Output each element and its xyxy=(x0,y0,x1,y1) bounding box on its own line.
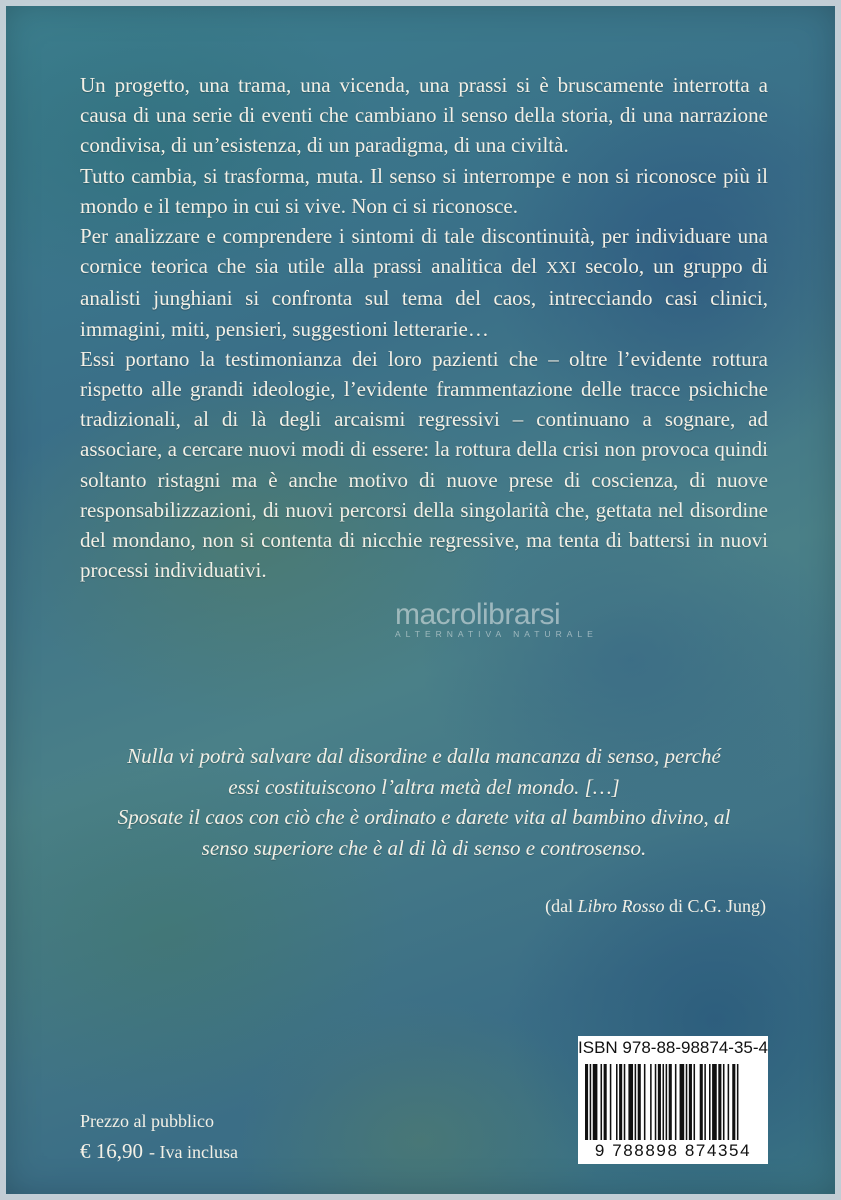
watermark-tagline: ALTERNATIVA NATURALE xyxy=(395,629,598,639)
watermark-logo: macrolibrarsi xyxy=(395,598,561,631)
blurb-paragraph-2: Tutto cambia, si trasforma, muta. Il senso si interrompe e non si riconosce più il mondo e il tempo in cui si vive. Non ci si riconosce. xyxy=(80,163,768,218)
barcode-bar xyxy=(666,1064,668,1140)
barcode-bar xyxy=(601,1064,603,1140)
blurb-paragraph-3-start: Per analizzare e comprendere i sintomi di tale discontinuità, per individuare una cornice teorica che sia utile alla prassi analitica del xyxy=(80,224,768,279)
barcode-bar xyxy=(635,1064,637,1140)
barcode-bar xyxy=(663,1064,665,1140)
barcode-bar xyxy=(723,1064,725,1140)
barcode-bar xyxy=(709,1064,711,1140)
blurb-paragraph-3-end: secolo, un gruppo di analisti junghiani si confronta sul tema del caos, intrecciando casi clinici, immagini, miti, pensieri, suggestioni letterarie… xyxy=(80,254,768,341)
barcode-bar xyxy=(628,1064,633,1140)
barcode-bar xyxy=(644,1064,646,1140)
barcode-bar xyxy=(686,1064,688,1140)
blurb-paragraph-3 xyxy=(80,221,768,344)
blurb-paragraph-4: Essi portano la testimonianza dei loro pazienti che – oltre l’evidente rottura rispetto alle grandi ideologie, l’evidente frammentazione delle tracce psichiche tradizionali, al di là degli arcaismi regressivi – continuano a sognare, ad associare, a cercare nuovi modi di essere: la rottura della crisi non provoca quindi soltanto ristagni ma è anche motivo di nuove prese di coscienza, di nuove responsabilizzazioni, di nuovi percorsi della singolarità che, gettata nel disordine del mondano, non si contenta di nicchie regressive, ma tenta di battersi in nuovi processi individuativi. xyxy=(80,346,768,583)
price-line xyxy=(80,1136,238,1167)
barcode-bar xyxy=(680,1064,685,1140)
barcode-bars xyxy=(583,1064,763,1140)
price-amount: € 16,90 xyxy=(80,1139,143,1163)
barcode-bar xyxy=(655,1064,657,1140)
barcode-bar xyxy=(604,1064,607,1140)
quote-line-3: Sposate il caos con ciò che è ordinato e darete vita al bambino divino, al xyxy=(117,805,731,829)
barcode-bar xyxy=(675,1064,677,1140)
barcode-bar xyxy=(638,1064,641,1140)
barcode-bar xyxy=(704,1064,706,1140)
price-block xyxy=(80,1106,238,1167)
price-label: Prezzo al pubblico xyxy=(80,1111,214,1131)
macrolibrarsi-watermark xyxy=(395,598,598,639)
barcode-bar xyxy=(619,1064,622,1140)
source-close: di C.G. Jung) xyxy=(664,896,766,916)
barcode-bar xyxy=(669,1064,672,1140)
source-open: (dal xyxy=(545,896,578,916)
quote-line-2: essi costituiscono l’altra metà del mondo. […] xyxy=(228,774,620,799)
barcode-bar xyxy=(737,1064,739,1140)
isbn-label: ISBN 978-88-98874-35-4 xyxy=(578,1038,768,1057)
quote-source xyxy=(545,896,766,917)
barcode-bar xyxy=(610,1064,612,1140)
barcode-bar xyxy=(728,1064,730,1140)
barcode-bar xyxy=(616,1064,618,1140)
barcode-bar xyxy=(585,1064,588,1140)
barcode-bar xyxy=(712,1064,717,1140)
barcode-bar xyxy=(700,1064,703,1140)
barcode-bar xyxy=(718,1064,721,1140)
barcode-bar xyxy=(593,1064,598,1140)
price-vat: - Iva inclusa xyxy=(149,1142,238,1162)
blurb-text xyxy=(80,70,768,585)
barcode-bar xyxy=(689,1064,692,1140)
isbn-barcode xyxy=(578,1036,768,1164)
quote-line-1: Nulla vi potrà salvare dal disordine e dalla mancanza di senso, perché xyxy=(127,744,721,768)
blurb-paragraph-1: Un progetto, una trama, una vicenda, una prassi si è bruscamente interrotta a causa di una serie di eventi che cambiano il senso della storia, di una narrazione condivisa, di un’esistenza, di un paradigma, di una civiltà. xyxy=(80,73,768,158)
barcode-bar xyxy=(694,1064,696,1140)
barcode-digits: 9 788898 874354 xyxy=(594,1141,752,1160)
barcode-bar xyxy=(732,1064,735,1140)
jung-quote xyxy=(80,741,768,863)
barcode-bar xyxy=(650,1064,652,1140)
barcode-bar xyxy=(590,1064,592,1140)
century-numeral: XXI xyxy=(545,258,577,278)
barcode-bar xyxy=(624,1064,626,1140)
quote-line-4: senso superiore che è al di là di senso e controsenso. xyxy=(201,835,647,860)
barcode-bar xyxy=(658,1064,661,1140)
source-book-title: Libro Rosso xyxy=(577,896,665,916)
